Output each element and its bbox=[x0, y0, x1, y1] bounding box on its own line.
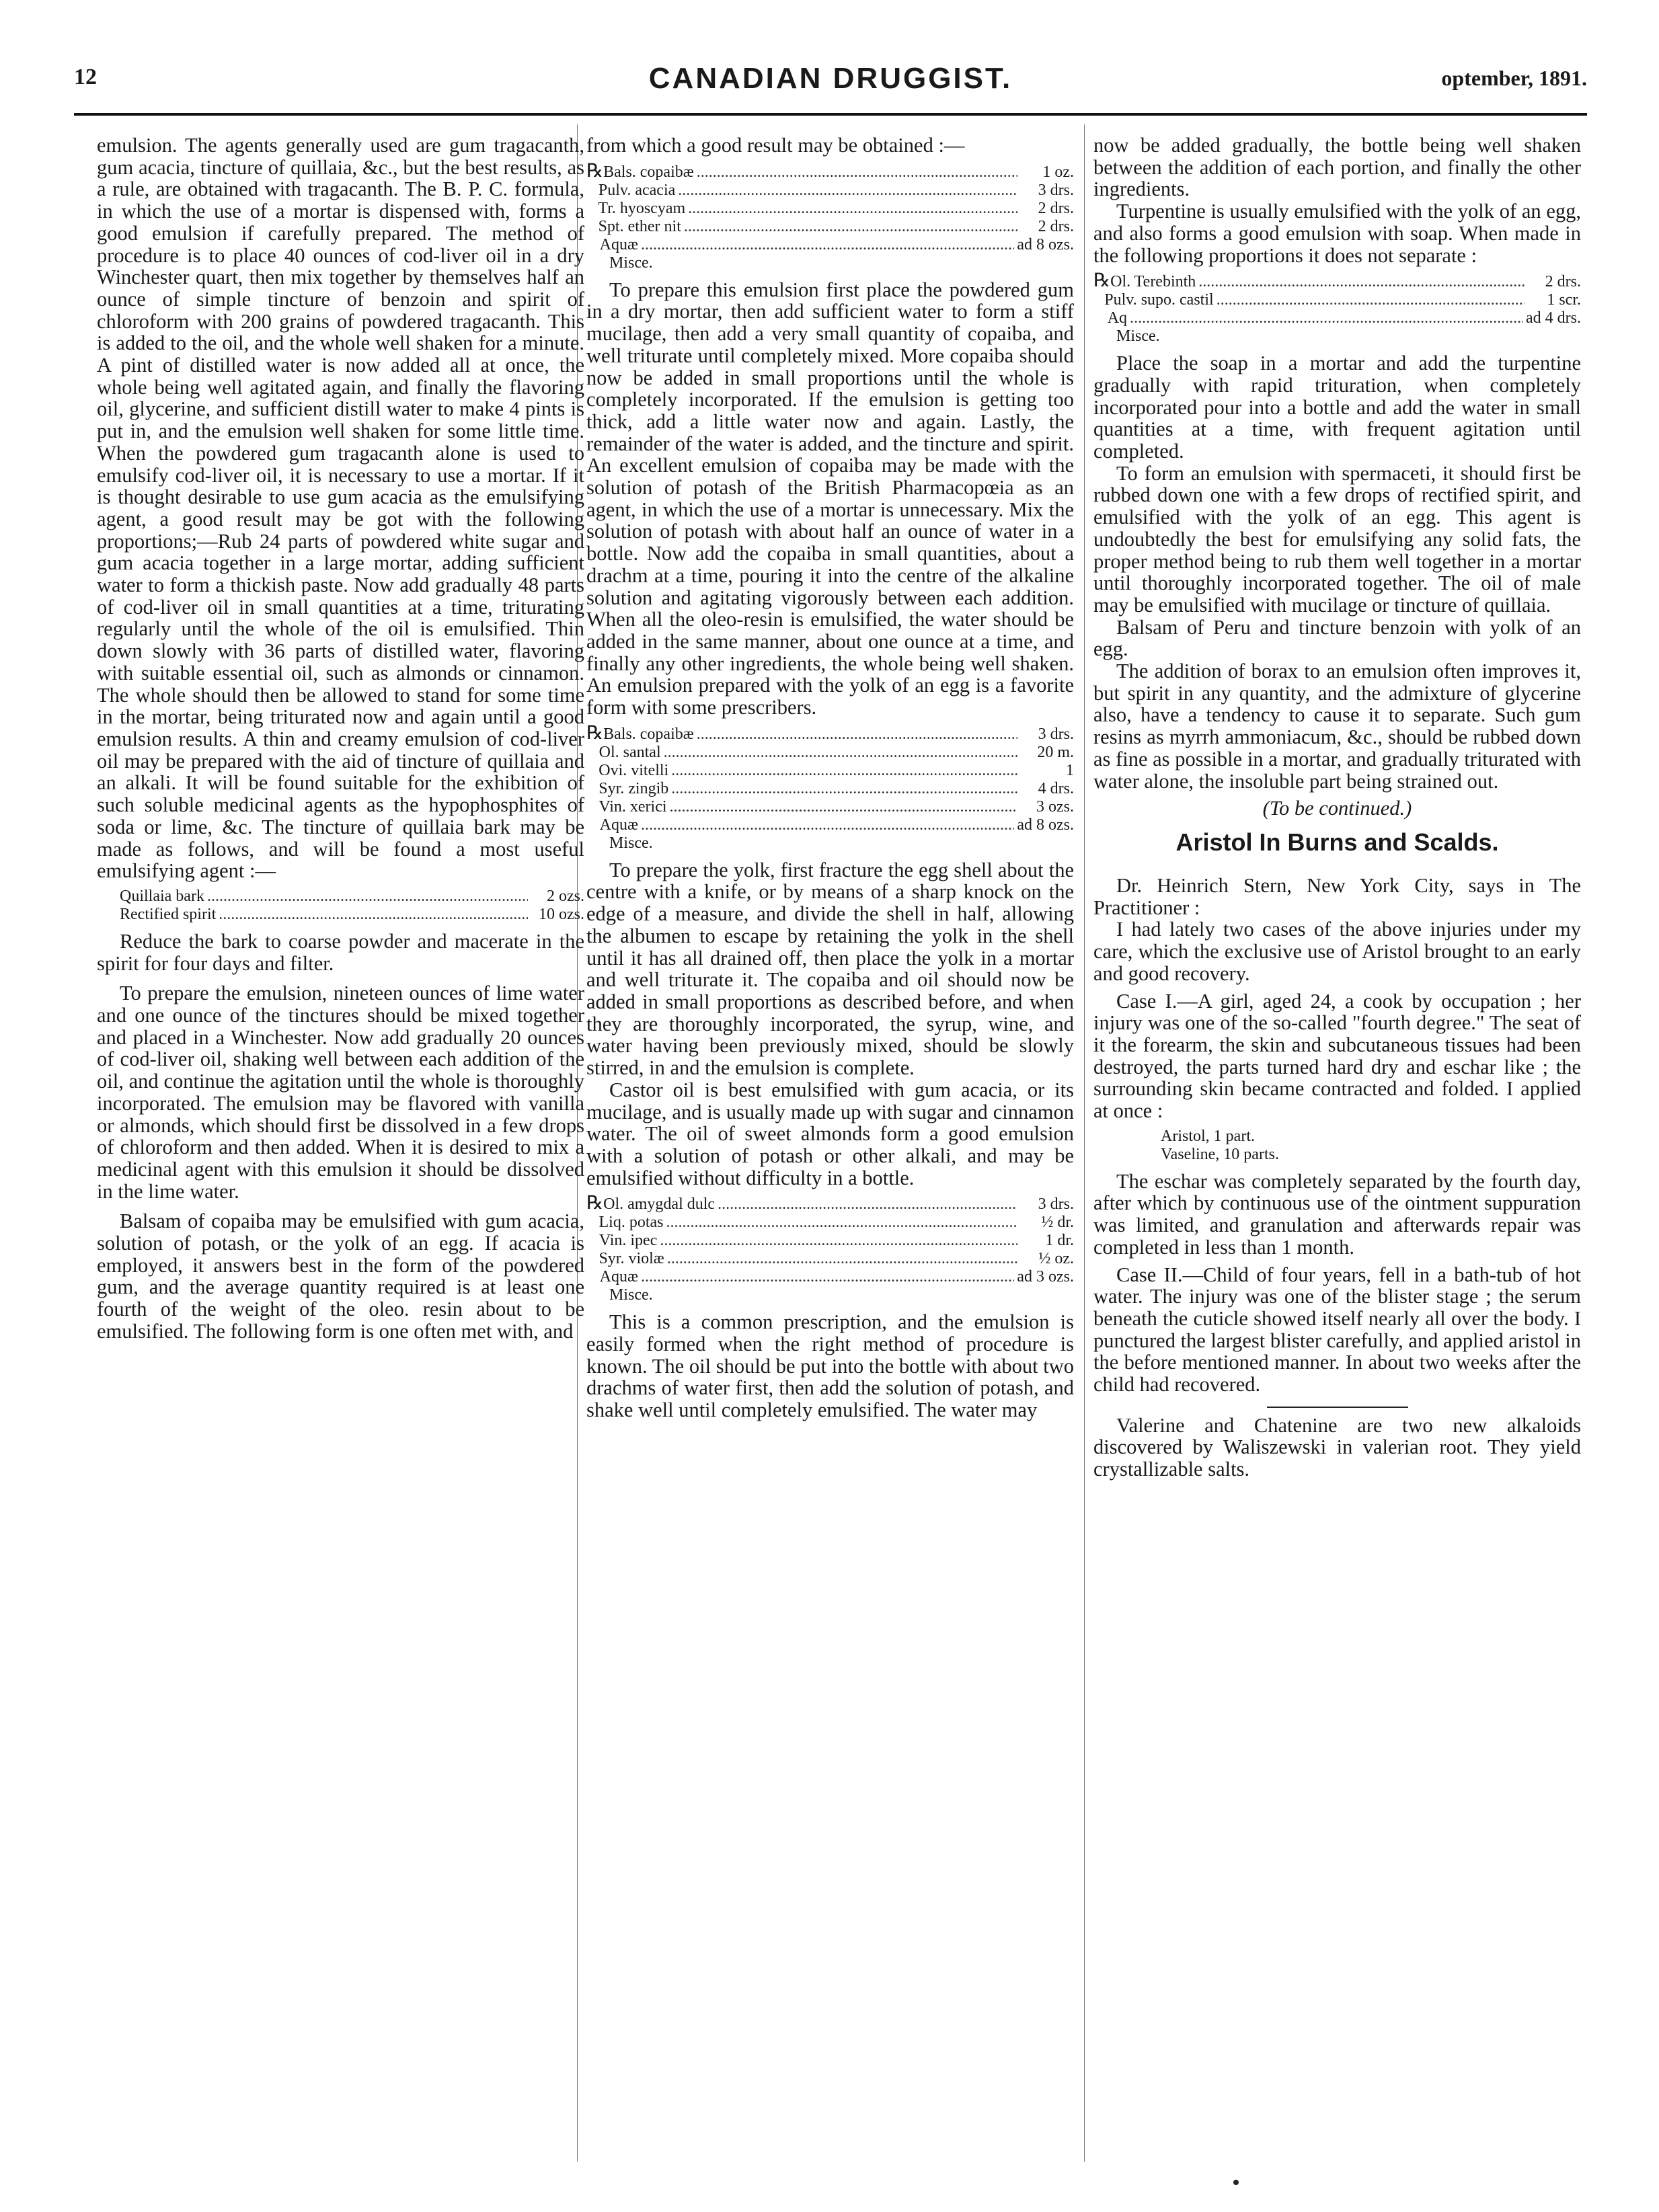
formula-row bbox=[1093, 309, 1581, 327]
formula-row bbox=[586, 1194, 1074, 1214]
ingredient-amount: 4 drs. bbox=[1038, 779, 1074, 797]
header-rule bbox=[74, 113, 1587, 116]
paragraph: Turpentine is usually emulsified with the yolk of an egg, and also forms a good emulsion with soap. When made in the following proportions it does not separate : bbox=[1093, 200, 1581, 267]
formula-row bbox=[586, 724, 1074, 744]
formula-row bbox=[586, 780, 1074, 798]
paragraph: now be added gradually, the bottle being well shaken between the addition of each portion, and finally the other ingredients. bbox=[1093, 134, 1581, 201]
ingredient-amount: ad 3 ozs. bbox=[1017, 1268, 1074, 1286]
ingredient-amount: 3 drs. bbox=[1038, 181, 1074, 199]
page-header bbox=[74, 62, 1587, 105]
formula-row bbox=[586, 744, 1074, 762]
column-divider bbox=[1084, 124, 1085, 2162]
article-heading: Aristol In Burns and Scalds. bbox=[1175, 828, 1499, 856]
ingredient-amount: ½ oz. bbox=[1038, 1250, 1074, 1268]
ingredient-name: Ovi. vitelli bbox=[599, 761, 669, 779]
column-1 bbox=[97, 134, 584, 1343]
ingredient-name: Aquæ bbox=[599, 1268, 639, 1286]
ingredient-amount: 20 m. bbox=[1037, 743, 1074, 761]
formula-row bbox=[586, 762, 1074, 780]
ingredient-amount: 1 dr. bbox=[1045, 1232, 1074, 1250]
ingredient-amount: 2 drs. bbox=[1545, 273, 1581, 291]
page-number: 12 bbox=[74, 65, 97, 89]
formula-row bbox=[586, 816, 1074, 834]
formula-row bbox=[97, 887, 584, 906]
ingredient-amount: 1 oz. bbox=[1042, 163, 1074, 181]
ingredient-amount: 2 ozs. bbox=[547, 887, 584, 905]
recipe-symbol: ℞ bbox=[586, 160, 604, 182]
formula-row bbox=[1093, 1146, 1581, 1164]
formula-row bbox=[586, 218, 1074, 236]
ingredient-amount: 10 ozs. bbox=[539, 905, 584, 923]
paragraph: Place the soap in a mortar and add the turpentine gradually with rapid trituration, when completely incorporated pour into a bottle and add the water in small quantities at a time, with frequent agitation until completed. bbox=[1093, 352, 1581, 463]
paragraph: Valerine and Chatenine are two new alkaloids discovered by Waliszewski in valerian root. They yield crystallizable salts. bbox=[1093, 1413, 1581, 1481]
formula-misce: Misce. bbox=[609, 253, 653, 272]
ingredient-name: Spt. ether nit bbox=[598, 217, 681, 235]
ingredient-amount: ½ dr. bbox=[1041, 1214, 1074, 1232]
recipe-symbol: ℞ bbox=[586, 722, 604, 744]
paragraph: To prepare the yolk, first fracture the egg shell about the centre with a knife, or by means of a sharp knock on the edge of a measure, and divide the shell in half, allowing the albumen to escape by retaining the yolk in the shell until it has all drained off, then place the yolk in a mortar and well triturate it. The copaiba and oil should now be added in small proportions as described before, and when they are thoroughly incorporated, the syrup, wine, and water having been previously mixed, should be slowly stirred, in and the emulsion is complete. bbox=[586, 858, 1074, 1080]
ingredient-name: Rectified spirit bbox=[120, 905, 217, 923]
paragraph: The eschar was completely separated by the fourth day, after which by continuous use of the ointment suppuration was limited, and granulation and afterwards repair was completed in less than 1 month. bbox=[1093, 1169, 1581, 1259]
formula-copaiba-yolk bbox=[586, 724, 1074, 853]
ingredient-name: Pulv. supo. castil bbox=[1104, 291, 1214, 309]
paragraph: This is a common prescription, and the emulsion is easily formed when the right method of procedure is known. The oil should be put into the bottle with about two drachms of water first, then add the solution of potash, and shake well until completely emulsified. The water may bbox=[586, 1310, 1074, 1422]
continued-note: (To be continued.) bbox=[1262, 797, 1412, 820]
formula-row bbox=[1093, 1128, 1581, 1146]
ingredient-name: Vin. ipec bbox=[599, 1232, 658, 1250]
paragraph: Reduce the bark to coarse powder and macerate in the spirit for four days and filter. bbox=[97, 929, 584, 975]
paragraph: Balsam of Peru and tincture benzoin with yolk of an egg. bbox=[1093, 615, 1581, 661]
ingredient-name: Syr. zingib bbox=[599, 779, 669, 797]
paragraph: Balsam of copaiba may be emulsified with gum acacia, solution of potash, or the yolk of an egg. If acacia is employed, it answers best in the form of the powdered gum, and the average quantity required is at least one fourth of the weight of the oleo. resin about to be emulsified. The following form is one often met with, and bbox=[97, 1210, 584, 1343]
paragraph: To prepare the emulsion, nineteen ounces of lime water and one ounce of the tinctures should be mixed together and placed in a Winchester. Now add gradually 20 ounces of cod-liver oil, shaking well between each addition of the oil, and continue the agitation until the whole is thoroughly incorporated. The emulsion may be flavored with vanilla or almonds, which should first be dissolved in a few drops of chloroform and then added. When it is desired to mix a medicinal agent with this emulsion it should be dissolved in the lime water. bbox=[97, 982, 584, 1203]
paragraph: from which a good result may be obtained :— bbox=[586, 134, 965, 157]
formula-row bbox=[586, 162, 1074, 182]
ingredient-name: Aquæ bbox=[599, 816, 639, 834]
ingredient-name: Quillaia bark bbox=[120, 887, 204, 905]
recipe-symbol: ℞ bbox=[586, 1193, 604, 1214]
ingredient-amount: ad 8 ozs. bbox=[1017, 235, 1074, 253]
paragraph: I had lately two cases of the above injuries under my care, which the exclusive use of Aristol brought to an early and good recovery. bbox=[1093, 918, 1581, 985]
section-separator bbox=[1267, 1407, 1408, 1408]
paragraph: Castor oil is best emulsified with gum acacia, or its mucilage, and is usually made up with sugar and cinnamon water. The oil of sweet almonds form a good emulsion with a solution of potash or other alkali, and may be emulsified without difficulty in a bottle. bbox=[586, 1078, 1074, 1189]
ingredient-name: Ol. santal bbox=[599, 743, 661, 761]
ingredient-amount: 2 drs. bbox=[1038, 199, 1074, 217]
ingredient-name: Aquæ bbox=[599, 235, 639, 253]
column-3 bbox=[1093, 134, 1581, 1480]
formula-row bbox=[586, 1250, 1074, 1268]
formula-row bbox=[1093, 291, 1581, 309]
ingredient-amount: 3 ozs. bbox=[1036, 797, 1074, 816]
recipe-symbol: ℞ bbox=[1093, 270, 1111, 292]
ingredient-name: Liq. potas bbox=[599, 1214, 664, 1232]
ingredient-name: Pulv. acacia bbox=[598, 181, 676, 199]
formula-aristol bbox=[1093, 1128, 1581, 1164]
paragraph: Dr. Heinrich Stern, New York City, says in The Practitioner : bbox=[1093, 873, 1581, 919]
ingredient-name: Tr. hyoscyam bbox=[598, 199, 686, 217]
ingredient-name: Aq bbox=[1107, 309, 1128, 327]
formula-row bbox=[586, 182, 1074, 200]
ingredient-name: Vin. xerici bbox=[599, 797, 667, 816]
issue-date: optember, 1891. bbox=[1441, 66, 1587, 90]
paragraph: To prepare this emulsion first place the powdered gum in a dry mortar, then add sufficient water to form a stiff mucilage, then add a very small quantity of copaiba, and well triturate until completely mixed. More copaiba should now be added in small proportions until the whole is completely incorporated. If the emulsion is getting too thick, add a little water now and again. Lastly, the remainder of the water is added, and the tincture and spirit. An excellent emulsion of copaiba may be made with the solution of potash of the British Pharmacopœia as an agent, in which the use of a mortar is unnecessary. Mix the solution of potash with about half an ounce of water in a bottle. Now add the copaiba in small quantities, about a drachm at a time, pouring it into the centre of the alkaline solution and agitating vigorously between each addition. When all the oleo-resin is emulsified, the water should be added in the same manner, about one ounce at a time, and finally any other ingredients, the whole being well shaken. An emulsion prepared with the yolk of an egg is a favorite form with some prescribers. bbox=[586, 278, 1074, 719]
ingredient-amount: 1 scr. bbox=[1547, 291, 1581, 309]
page-mark bbox=[1233, 2180, 1239, 2185]
formula-turpentine bbox=[1093, 272, 1581, 346]
formula-row bbox=[586, 1232, 1074, 1250]
ingredient-amount: ad 4 drs. bbox=[1526, 309, 1581, 327]
ingredient-line: Aristol, 1 part. bbox=[1161, 1127, 1255, 1145]
paragraph: Case II.—Child of four years, fell in a bath-tub of hot water. The injury was one of the blister stage ; the serum beneath the cuticle showed itself nearly all over the body. I punctured the largest blister carefully, and applied aristol in the before mentioned manner. In about two weeks after the child had recovered. bbox=[1093, 1263, 1581, 1396]
formula-copaiba-acacia bbox=[586, 162, 1074, 272]
ingredient-line: Vaseline, 10 parts. bbox=[1161, 1145, 1279, 1163]
ingredient-amount: 3 drs. bbox=[1038, 725, 1074, 743]
formula-almond bbox=[586, 1194, 1074, 1304]
formula-row bbox=[586, 798, 1074, 816]
formula-row bbox=[586, 200, 1074, 218]
column-2 bbox=[586, 134, 1074, 1421]
formula-misce: Misce. bbox=[1116, 327, 1160, 346]
formula-row bbox=[586, 1214, 1074, 1232]
ingredient-name: Bals. copaibæ bbox=[603, 725, 694, 743]
paragraph: The addition of borax to an emulsion often improves it, but spirit in any quantity, and the admixture of glycerine also, have a tendency to cause it to separate. Such gum resins as myrrh ammoniacum, &c., should be rubbed down as fine as possible in a mortar, and gradually triturated with water alone, the insoluble part being strained out. bbox=[1093, 660, 1581, 793]
ingredient-name: Ol. amygdal dulc bbox=[603, 1195, 716, 1214]
paragraph: Case I.—A girl, aged 24, a cook by occupation ; her injury was one of the so-called "fourth degree." The seat of it the forearm, the skin and subcutaneous tissues had been destroyed, the parts turned hard dry and eschar like ; the surrounding skin became contracted and folded. I applied at once : bbox=[1093, 989, 1581, 1123]
formula-row bbox=[1093, 272, 1581, 291]
ingredient-name: Bals. copaibæ bbox=[603, 163, 694, 181]
formula-misce: Misce. bbox=[609, 1286, 653, 1304]
paragraph: emulsion. The agents generally used are gum tragacanth, gum acacia, tincture of quillaia, &c., but the best results, as a rule, are obtained with tragacanth. The B. P. C. formula, in which the use of a mortar is dispensed with, forms a good emulsion if carefully prepared. The method of procedure is to place 40 ounces of cod-liver oil in a dry Winchester quart, then mix together by themselves half an ounce of simple tincture of benzoin and spirit of chloroform with 200 grains of powdered tragacanth. This is added to the oil, and the whole well shaken for a minute. A pint of distilled water is now added all at once, the whole being well agitated again, and finally the flavoring oil, glycerine, and sufficient distill water to make 4 pints is put in, and the emulsion well shaken for some little time. When the powdered gum tragacanth alone is used to emulsify cod-liver oil, it is necessary to use a mortar. If it is thought desirable to use gum acacia as the emulsifying agent, a good result may be got with the following proportions;—Rub 24 parts of powdered white sugar and gum acacia together in a large mortar, adding sufficient water to form a thickish paste. Now add gradually 48 parts of cod-liver oil in small quantities at a time, triturating regularly until the whole of the oil is emulsified. Thin down slowly with 36 parts of distilled water, flavoring with suitable essential oil, such as almonds or cinnamon. The whole should then be allowed to stand for some time in the mortar, being triturated now and again until a good emulsion results. A thin and creamy emulsion of cod-liver oil may be prepared with the aid of tincture of quillaia and an alkali. It will be found suitable for the exhibition of such soluble medicinal agents as the hypophosphites of soda or lime, &c. The tincture of quillaia bark may be made as follows, and will be found a most useful emulsifying agent :— bbox=[97, 134, 584, 883]
formula-misce: Misce. bbox=[609, 834, 653, 852]
paragraph: To form an emulsion with spermaceti, it should first be rubbed down one with a few drops of rectified spirit, and emulsified with the yolk of an egg. This agent is undoubtedly the best for emulsifying any solid fats, the proper method being to rub them well together in a mortar until thoroughly incorporated together. The oil of male may be emulsified with mucilage or tincture of quillaia. bbox=[1093, 461, 1581, 617]
formula-row bbox=[586, 1268, 1074, 1286]
ingredient-amount: ad 8 ozs. bbox=[1017, 816, 1074, 834]
ingredient-name: Syr. violæ bbox=[599, 1250, 664, 1268]
formula-quillaia bbox=[97, 887, 584, 924]
ingredient-amount: 1 bbox=[1066, 761, 1074, 779]
ingredient-name: Ol. Terebinth bbox=[1110, 273, 1196, 291]
ingredient-amount: 3 drs. bbox=[1038, 1195, 1074, 1214]
ingredient-amount: 2 drs. bbox=[1038, 217, 1074, 235]
journal-title: CANADIAN DRUGGIST. bbox=[648, 62, 1013, 95]
formula-row bbox=[586, 236, 1074, 254]
formula-row bbox=[97, 906, 584, 924]
